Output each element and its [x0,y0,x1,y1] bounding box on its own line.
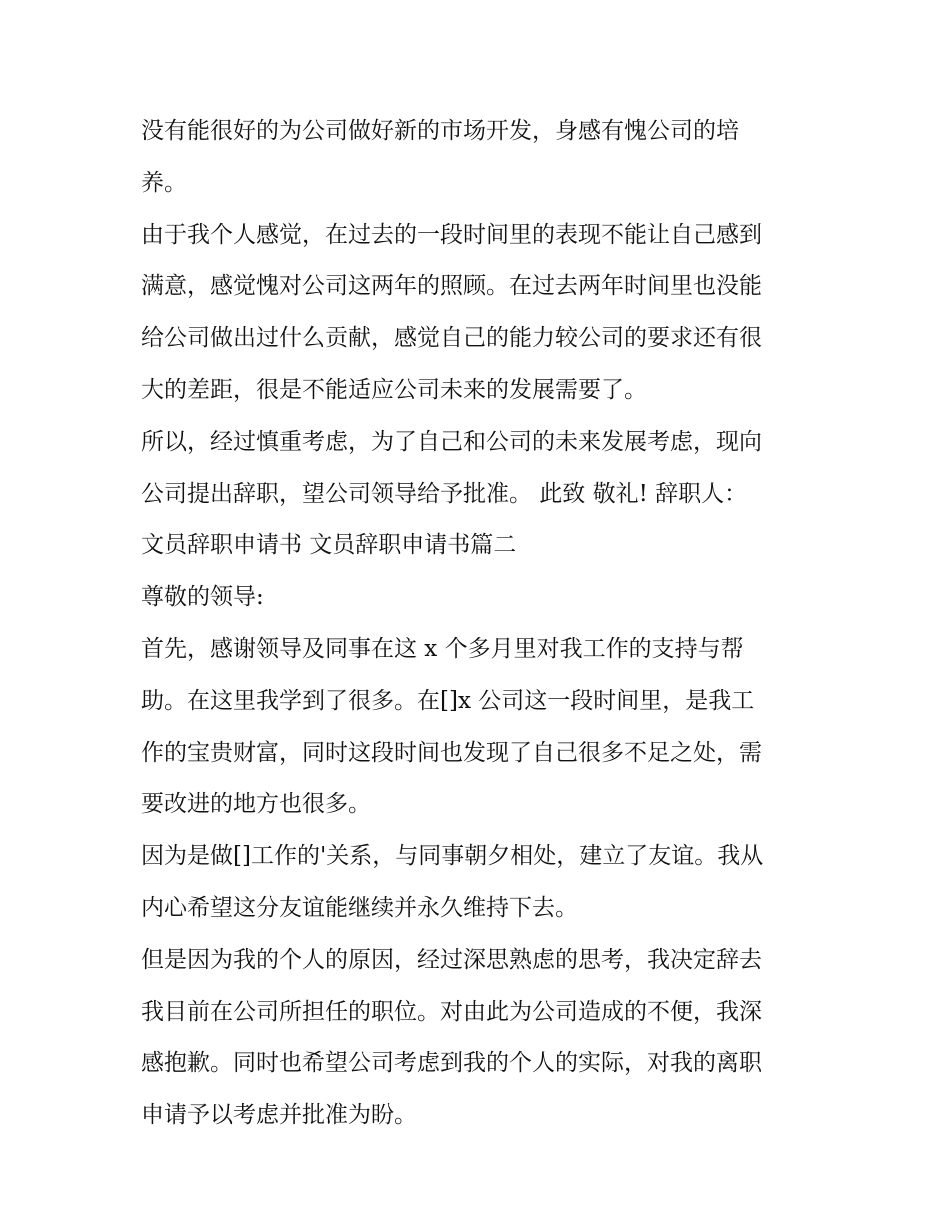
text-line: 我目前在公司所担任的职位。对由此为公司造成的不便，我深 [141,998,762,1025]
text-line: 申请予以考虑并批准为盼。 [141,1102,417,1129]
salutation: 尊敬的领导: [141,584,264,611]
text-line: 满意，感觉愧对公司这两年的照顾。在过去两年时间里也没能 [141,273,762,300]
text-line: 因为是做[]工作的'关系，与同事朝夕相处，建立了友谊。我从 [141,843,764,870]
text-line: 内心希望这分友谊能继续并永久维持下去。 [141,894,578,921]
text-line: 养。 [141,169,187,196]
text-line: 大的差距，很是不能适应公司未来的发展需要了。 [141,376,647,403]
text-line: 公司提出辞职，望公司领导给予批准。 此致 敬礼! 辞职人： [141,480,748,507]
text-line: 但是因为我的个人的原因，经过深思熟虑的思考，我决定辞去 [141,946,762,973]
text-line: 给公司做出过什么贡献，感觉自己的能力较公司的要求还有很 [141,325,762,352]
text-line: 要改进的地方也很多。 [141,791,371,818]
text-line: 由于我个人感觉，在过去的一段时间里的表现不能让自己感到 [141,221,762,248]
letter-body [141,106,831,1142]
text-line: 首先，感谢领导及同事在这 x 个多月里对我工作的支持与帮 [141,635,744,662]
section-heading: 文员辞职申请书 文员辞职申请书篇二 [141,532,517,559]
text-line: 助。在这里我学到了很多。在[]x 公司这一段时间里，是我工 [141,687,755,714]
text-line: 没有能很好的为公司做好新的市场开发，身感有愧公司的培 [141,118,739,144]
text-line: 感抱歉。同时也希望公司考虑到我的个人的实际，对我的离职 [141,1050,762,1077]
text-line: 所以，经过慎重考虑，为了自己和公司的未来发展考虑，现向 [141,428,762,455]
text-line: 作的宝贵财富，同时这段时间也发现了自己很多不足之处，需 [141,739,762,766]
